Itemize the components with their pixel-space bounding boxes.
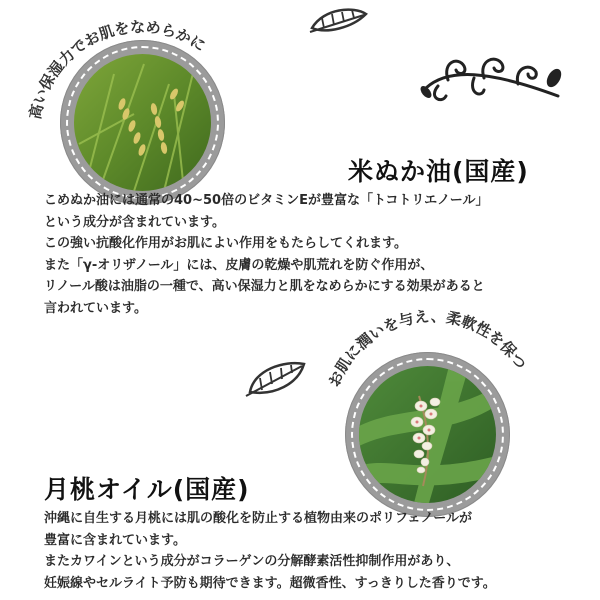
body-line: という成分が含まれています。 bbox=[44, 214, 225, 230]
section-2-body bbox=[44, 508, 496, 594]
badge-1-text: 高い保湿力でお肌をなめらかに bbox=[26, 17, 209, 121]
body-line: リノール酸は油脂の一種で、高い保湿力と肌をなめらかにする効果があると bbox=[44, 279, 485, 295]
body-line: 言われています。 bbox=[44, 300, 147, 316]
body-line: 豊富に含まれています。 bbox=[44, 532, 186, 548]
body-line: この強い抗酸化作用がお肌によい作用をもたらしてくれます。 bbox=[44, 236, 407, 252]
badge-2-text: お肌に潤いを与え、柔軟性を保つ bbox=[324, 307, 530, 390]
body-line: 沖縄に自生する月桃には肌の酸化を防止する植物由来のポリフェノールが bbox=[44, 511, 472, 526]
leaf-icon bbox=[244, 360, 308, 398]
svg-text:お肌に潤いを与え、柔軟性を保つ bbox=[325, 307, 530, 389]
leaf-icon bbox=[308, 6, 370, 36]
body-line: こめぬか油には通常の40~50倍のビタミンEが豊富な「トコトリエノール」 bbox=[44, 193, 489, 208]
body-line: また「γ-オリザノール」には、皮膚の乾燥や肌荒れを防ぐ作用が、 bbox=[44, 257, 434, 273]
swirl-branch-icon bbox=[418, 48, 568, 108]
section-2-title: 月桃オイル(国産) bbox=[44, 475, 250, 504]
section-1-title: 米ぬか油(国産) bbox=[348, 157, 529, 186]
badge-arc-2 bbox=[300, 300, 600, 540]
svg-text:高い保湿力でお肌をなめらかに bbox=[26, 18, 209, 121]
body-line: 妊娠線やセルライト予防も期待できます。超微香性、すっきりした香りです。 bbox=[44, 575, 496, 591]
body-line: またカワインという成分がコラーゲンの分解酵素活性抑制作用があり、 bbox=[44, 554, 460, 570]
